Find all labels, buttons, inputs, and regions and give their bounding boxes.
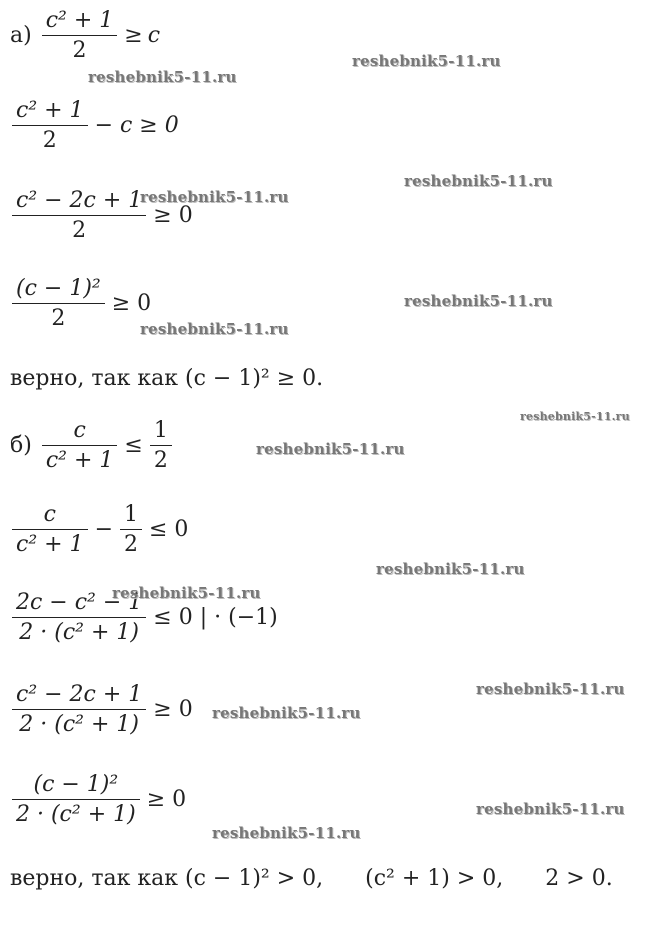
fraction — [14, 772, 138, 828]
denominator: c² + 1 — [12, 529, 88, 557]
part-b-label: б) — [10, 433, 32, 459]
fraction — [14, 98, 86, 154]
denominator: 2 — [12, 125, 88, 153]
watermark: reshebnik5-11.ru — [476, 800, 625, 818]
fraction — [14, 682, 144, 738]
watermark: reshebnik5-11.ru — [112, 584, 261, 602]
conclusion-part-3: 2 > 0. — [545, 866, 613, 891]
numerator: 2c − c² − 1 — [16, 590, 143, 615]
rhs: c — [147, 23, 161, 49]
numerator: c² − 2c + 1 — [16, 682, 143, 707]
fraction-right — [122, 502, 140, 558]
tail: − c ≥ 0 — [94, 113, 179, 139]
conclusion-text: верно, так как (c − 1)² ≥ 0. — [10, 366, 324, 391]
numerator: c² + 1 — [16, 98, 84, 123]
denominator: 2 · (c² + 1) — [12, 617, 146, 645]
watermark: reshebnik5-11.ru — [476, 680, 625, 698]
denominator: 2 · (c² + 1) — [12, 709, 146, 737]
numerator: c — [43, 502, 56, 527]
numerator: 1 — [153, 418, 168, 443]
part-b-conclusion — [10, 866, 613, 891]
tail: ≤ 0 | · (−1) — [153, 605, 278, 631]
conclusion-part-2: (c² + 1) > 0, — [365, 866, 504, 891]
part-a-conclusion — [10, 366, 323, 391]
fraction — [14, 502, 86, 558]
watermark: reshebnik5-11.ru — [376, 560, 525, 578]
numerator: c² + 1 — [45, 8, 114, 33]
watermark: reshebnik5-11.ru — [404, 292, 553, 310]
denominator: 2 — [42, 35, 118, 63]
denominator: 2 — [12, 215, 146, 243]
numerator: 1 — [124, 502, 138, 527]
fraction — [14, 276, 103, 332]
tail: ≥ 0 — [111, 291, 152, 317]
watermark: reshebnik5-11.ru — [140, 188, 289, 206]
watermark: reshebnik5-11.ru — [212, 704, 361, 722]
conclusion-part-1: верно, так как (c − 1)² > 0, — [10, 866, 324, 891]
denominator: c² + 1 — [42, 445, 118, 473]
watermark: reshebnik5-11.ru — [88, 68, 237, 86]
relation: ≥ — [124, 23, 143, 49]
tail: ≥ 0 — [153, 203, 193, 229]
watermark: reshebnik5-11.ru — [212, 824, 361, 842]
denominator: 2 — [120, 529, 142, 557]
tail: ≥ 0 — [146, 787, 187, 813]
watermark: reshebnik5-11.ru — [140, 320, 289, 338]
watermark: reshebnik5-11.ru — [404, 172, 553, 190]
denominator: 2 — [150, 445, 172, 473]
watermark: reshebnik5-11.ru — [520, 410, 630, 423]
part-b-line-2 — [10, 502, 193, 558]
fraction-right — [152, 418, 170, 474]
fraction — [44, 418, 116, 474]
part-b-line-1 — [10, 418, 174, 474]
numerator: c² − 2c + 1 — [16, 188, 143, 213]
numerator: c — [73, 418, 86, 443]
part-a-label: а) — [10, 23, 32, 49]
part-a-line-1 — [10, 8, 160, 64]
watermark: reshebnik5-11.ru — [352, 52, 501, 70]
fraction — [14, 188, 144, 244]
part-b-line-4 — [10, 682, 198, 738]
part-b-line-5 — [10, 772, 191, 828]
part-a-line-2 — [10, 98, 184, 154]
tail: ≥ 0 — [153, 697, 193, 723]
relation: ≤ — [124, 433, 143, 459]
numerator: (c − 1)² — [33, 772, 119, 797]
denominator: 2 — [12, 303, 105, 331]
fraction — [44, 8, 116, 64]
denominator: 2 · (c² + 1) — [12, 799, 140, 827]
watermark: reshebnik5-11.ru — [256, 440, 405, 458]
numerator: (c − 1)² — [16, 276, 101, 301]
operator: − — [94, 517, 113, 543]
part-a-line-4 — [10, 276, 156, 332]
tail: ≤ 0 — [149, 517, 189, 543]
